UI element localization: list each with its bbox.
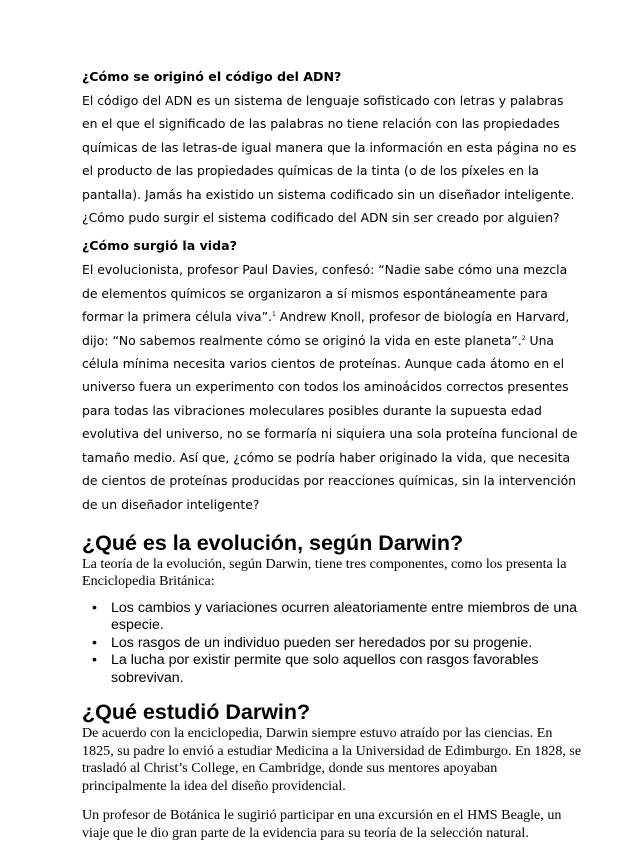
darwin-evolution-heading: ¿Qué es la evolución, según Darwin?	[82, 530, 464, 555]
document-page	[82, 66, 582, 842]
darwin-studies-section	[82, 699, 582, 842]
darwin-evolution-intro: La teoría de la evolución, según Darwin, tiene tres componentes, como los presenta la Enciclopedia Británica:	[82, 555, 567, 590]
list-item: • Los cambios y variaciones ocurren aleatoriamente entre miembros de una especie.	[111, 600, 582, 635]
darwin-studies-heading: ¿Qué estudió Darwin?	[82, 700, 311, 725]
list-item: • La lucha por existir permite que solo aquellos con rasgos favorables sobrevivan.	[111, 652, 582, 687]
footnote-1-ref[interactable]: 1	[271, 311, 276, 319]
list-item: • Los rasgos de un individuo pueden ser heredados por su progenie.	[111, 635, 582, 653]
origin-of-life-paragraph	[82, 258, 582, 515]
origin-of-life-heading: ¿Cómo surgió la vida?	[82, 238, 237, 254]
darwin-studies-paragraph-2: Un profesor de Botánica le sugirió participar en una excursión en el HMS Beagle, un viaje que le dio gran parte de la evidencia para su teoría de la selección natural.	[82, 807, 562, 841]
dna-code-heading: ¿Cómo se originó el código del ADN?	[82, 69, 342, 84]
dna-code-paragraph: El código del ADN es un sistema de lenguaje sofisticado con letras y palabras en el que el significado de las palabras no tiene relación con las propiedades químicas de las letras-de igual manera que la información en esta página no es el producto de las propiedades químicas de la tinta (o de los píxeles en la pantalla). Jamás ha existido un sistema codificado sin un diseñador inteligente. ¿Cómo pudo surgir el sistema codificado del ADN sin ser creado por alguien?	[82, 93, 577, 226]
evolution-components-list	[82, 600, 582, 688]
sans-section-group	[82, 66, 582, 516]
footnote-2-ref[interactable]: 2	[521, 334, 526, 342]
knoll-quote-text: Andrew Knoll, profesor de biología en Harvard, dijo: “No sabemos realmente cómo se originó la vida en este planeta”.	[82, 309, 570, 348]
darwin-studies-paragraph-1: De acuerdo con la enciclopedia, Darwin siempre estuvo atraído por las ciencias. En 1825, su padre lo envió a estudiar Medicina a la Universidad de Edimburgo. En 1828, se trasladó al Christ’s College, en Cambridge, donde sus mentores apoyaban principalmente la idea del diseño providencial.	[82, 725, 582, 794]
darwin-evolution-section	[82, 530, 582, 688]
protein-argument-text: Una célula mínima necesita varios cientos de proteínas. Aunque cada átomo en el universo fuera un experimento con todos los aminoácidos correctos presentes para todas las vibraciones moleculares posibles durante la supuesta edad evolutiva del universo, no se formaría ni siquiera una sola proteína funcional de tamaño medio. Así que, ¿cómo se podría haber originado la vida, que necesita de cientos de proteínas producidas por reacciones químicas, sin la intervención de un diseñador inteligente?	[82, 332, 578, 512]
davies-quote-text: El evolucionista, profesor Paul Davies, confesó: “Nadie sabe cómo una mezcla de elementos químicos se organizaron a sí mismos espontáneamente para formar la primera célula viva”.	[82, 262, 568, 325]
